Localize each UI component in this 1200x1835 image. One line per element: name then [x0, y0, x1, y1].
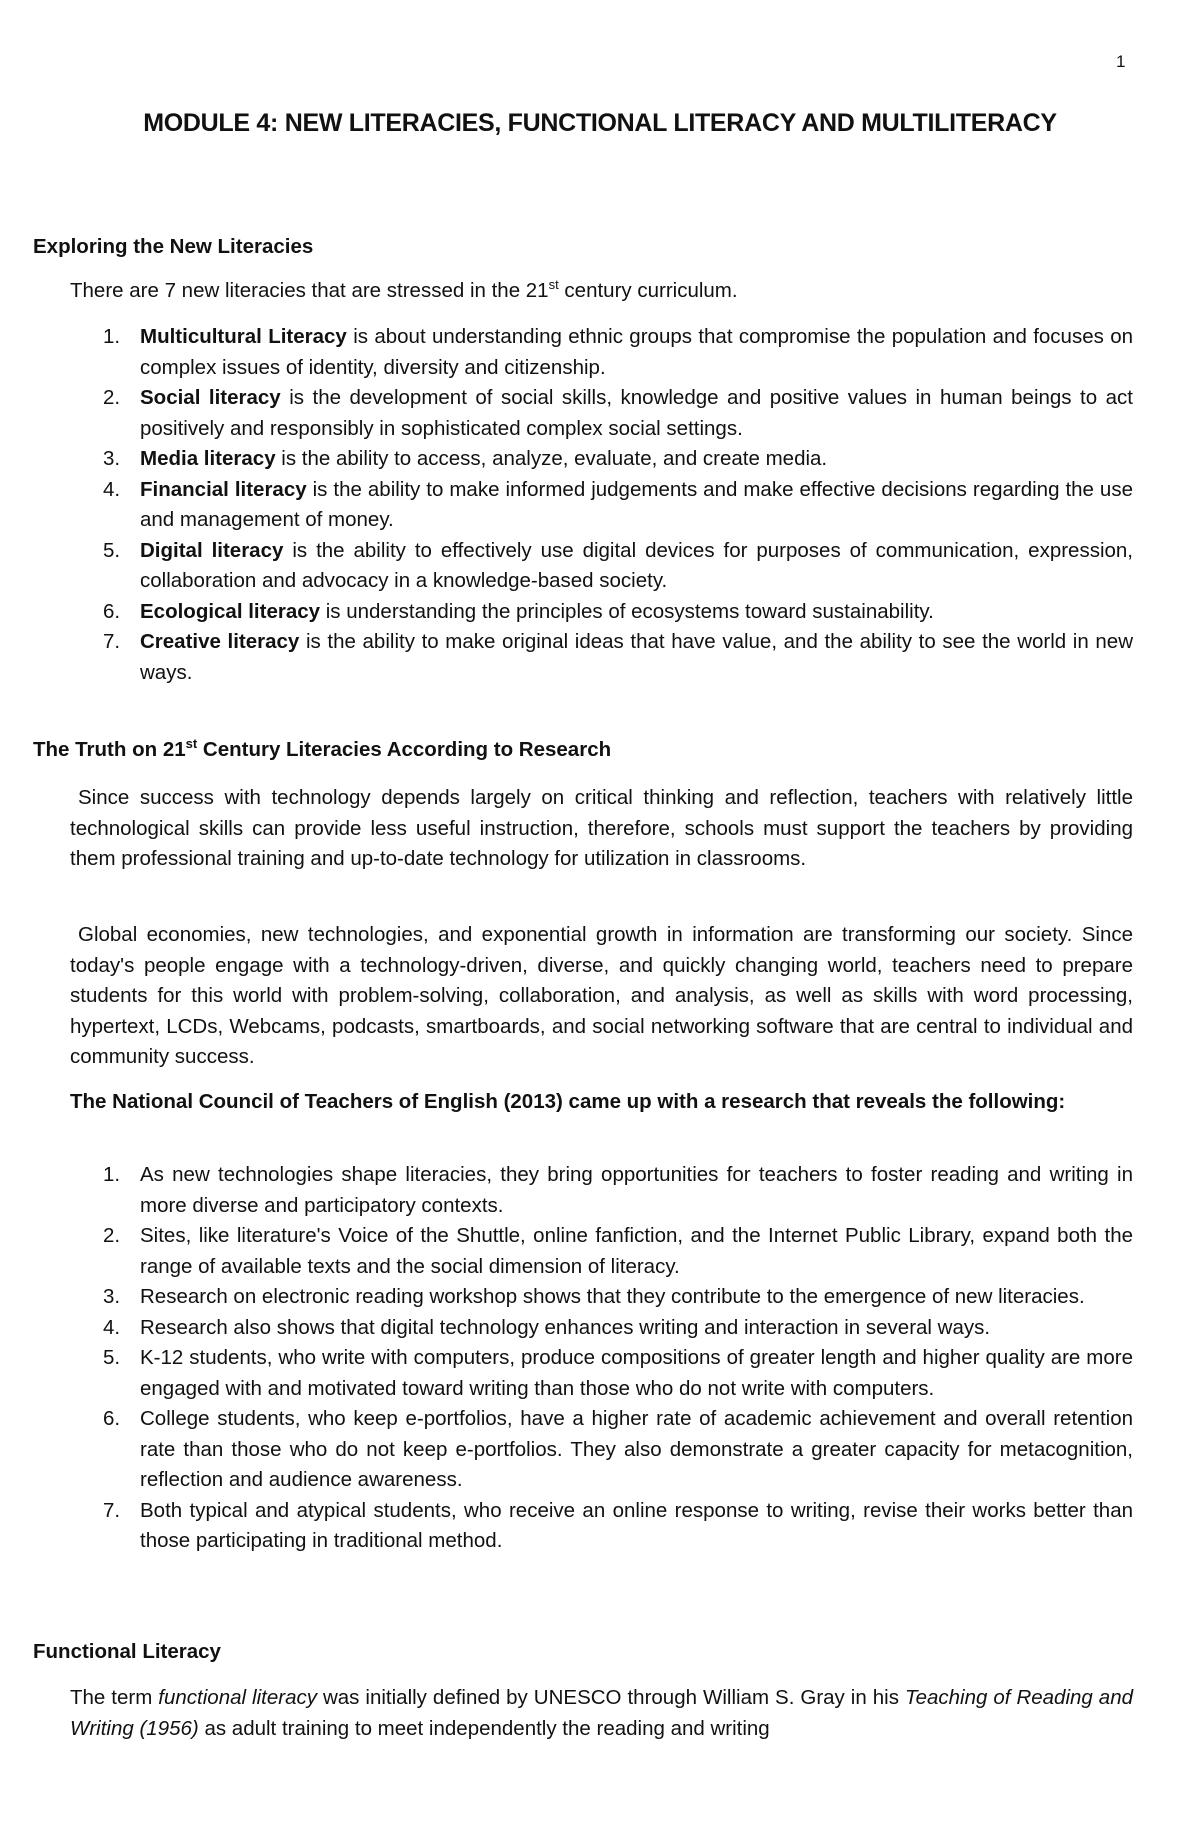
item-number: 1. — [103, 325, 121, 348]
list-item — [70, 322, 1133, 383]
page-number: 1 — [1116, 52, 1126, 71]
item-number: 6. — [103, 599, 121, 623]
item-number: 3. — [103, 1285, 121, 1308]
para-italic-term: functional literacy — [158, 1686, 317, 1709]
heading-text-pre: The Truth on 21 — [33, 738, 186, 761]
item-term: Multicultural Literacy — [140, 325, 347, 348]
item-text: is about understanding ethnic groups that compromise the population and focuses on complex issues of identity, diversity and citizenship. — [140, 325, 1134, 379]
item-term: Creative literacy — [140, 630, 300, 653]
ncte-research-intro: The National Council of Teachers of English (2013) came up with a research that reveals the following: — [70, 1090, 1066, 1113]
item-number: 5. — [103, 538, 121, 562]
item-number: 6. — [103, 1407, 121, 1430]
functional-literacy-paragraph — [70, 1683, 1133, 1744]
item-number: 7. — [103, 630, 121, 653]
list-item — [70, 1282, 1133, 1313]
heading-superscript: st — [185, 736, 198, 751]
intro-superscript: st — [548, 277, 559, 292]
module-title: MODULE 4: NEW LITERACIES, FUNCTIONAL LITERACY AND MULTILITERACY — [143, 109, 1057, 137]
section-heading-functional-literacy: Functional Literacy — [33, 1640, 221, 1663]
item-text: is the development of social skills, knowledge and positive values in human beings to act positively and responsibly in sophisticated complex social settings. — [140, 386, 1133, 440]
list-item — [70, 1404, 1133, 1496]
item-number: 4. — [103, 1315, 121, 1339]
list-item — [70, 536, 1133, 597]
item-term: Digital literacy — [140, 538, 284, 562]
item-text: is understanding the principles of ecosystems toward sustainability. — [320, 599, 934, 623]
item-number: 2. — [103, 1224, 121, 1247]
research-paragraph-1: Since success with technology depends largely on critical thinking and reflection, teachers with relatively little technological skills can provide less useful instruction, therefore, schools must support the teachers by providing them professional training and up-to-date technology for utilization in classrooms. — [70, 786, 1133, 870]
list-item — [70, 597, 1133, 628]
item-number: 1. — [103, 1163, 121, 1186]
item-text: is the ability to access, analyze, evaluate, and create media. — [275, 447, 828, 470]
list-item — [70, 1313, 1133, 1344]
intro-text-pre: There are 7 new literacies that are stressed in the 21 — [70, 279, 549, 302]
list-item — [70, 627, 1133, 688]
section-heading-new-literacies: Exploring the New Literacies — [33, 235, 314, 258]
item-text: is the ability to make informed judgements and make effective decisions regarding the use and management of money. — [140, 477, 1133, 531]
item-text: is the ability to make original ideas that have value, and the ability to see the world in new ways. — [140, 630, 1133, 684]
list-item — [70, 1221, 1133, 1282]
research-findings-list — [70, 1160, 1133, 1557]
item-text: Research also shows that digital technology enhances writing and interaction in several ways. — [140, 1315, 991, 1339]
new-literacies-list — [70, 322, 1133, 688]
section-heading-truth-21st-century — [33, 735, 611, 765]
item-term: Media literacy — [140, 447, 276, 470]
heading-text-post: Century Literacies According to Research — [197, 738, 612, 761]
item-term: Financial literacy — [140, 477, 307, 501]
item-text: Research on electronic reading workshop shows that they contribute to the emergence of new literacies. — [140, 1285, 1085, 1308]
item-number: 3. — [103, 447, 121, 470]
para-text-a: The term — [70, 1686, 159, 1709]
item-text: Sites, like literature's Voice of the Shuttle, online fanfiction, and the Internet Public Library, expand both the range of available texts and the social dimension of literacy. — [140, 1224, 1133, 1278]
item-text: K-12 students, who write with computers, produce compositions of greater length and higher quality are more engaged with and motivated toward writing than those who do not write with computers. — [140, 1346, 1133, 1400]
list-item — [70, 475, 1133, 536]
item-text: As new technologies shape literacies, they bring opportunities for teachers to foster reading and writing in more diverse and participatory contexts. — [140, 1163, 1133, 1217]
research-paragraph-2: Global economies, new technologies, and exponential growth in information are transforming our society. Since today's people engage with a technology-driven, diverse, and quickly changing world, teachers need to prepare students for this world with problem-solving, collaboration, and analysis, as well as skills with word processing, hypertext, LCDs, Webcams, podcasts, smartboards, and social networking software that are central to individual and community success. — [70, 923, 1133, 1068]
para-text-c: was initially defined by UNESCO through William S. Gray in his — [316, 1686, 905, 1709]
item-number: 5. — [103, 1346, 121, 1369]
item-text: is the ability to effectively use digital devices for purposes of communication, expression, collaboration and advocacy in a knowledge-based society. — [140, 538, 1134, 592]
intro-text-post: century curriculum. — [558, 279, 738, 302]
item-number: 4. — [103, 477, 121, 501]
list-item — [70, 1496, 1133, 1557]
item-text: College students, who keep e-portfolios, have a higher rate of academic achievement and overall retention rate than those who do not keep e-portfolios. They also demonstrate a greater capacity for metacognition, reflection and audience awareness. — [140, 1407, 1133, 1491]
list-item — [70, 1343, 1133, 1404]
item-number: 2. — [103, 386, 121, 409]
list-item — [70, 383, 1133, 444]
item-text: Both typical and atypical students, who receive an online response to writing, revise their works better than those participating in traditional method. — [140, 1498, 1133, 1552]
para-text-e: as adult training to meet independently the reading and writing — [198, 1716, 770, 1740]
item-number: 7. — [103, 1498, 121, 1522]
para-italic-book-title: Teaching of Reading and Writing (1956) — [70, 1686, 1134, 1740]
list-item — [70, 1160, 1133, 1221]
list-item — [70, 444, 1133, 475]
item-term: Social literacy — [140, 386, 281, 409]
item-term: Ecological literacy — [140, 599, 321, 623]
intro-paragraph — [70, 276, 1133, 307]
